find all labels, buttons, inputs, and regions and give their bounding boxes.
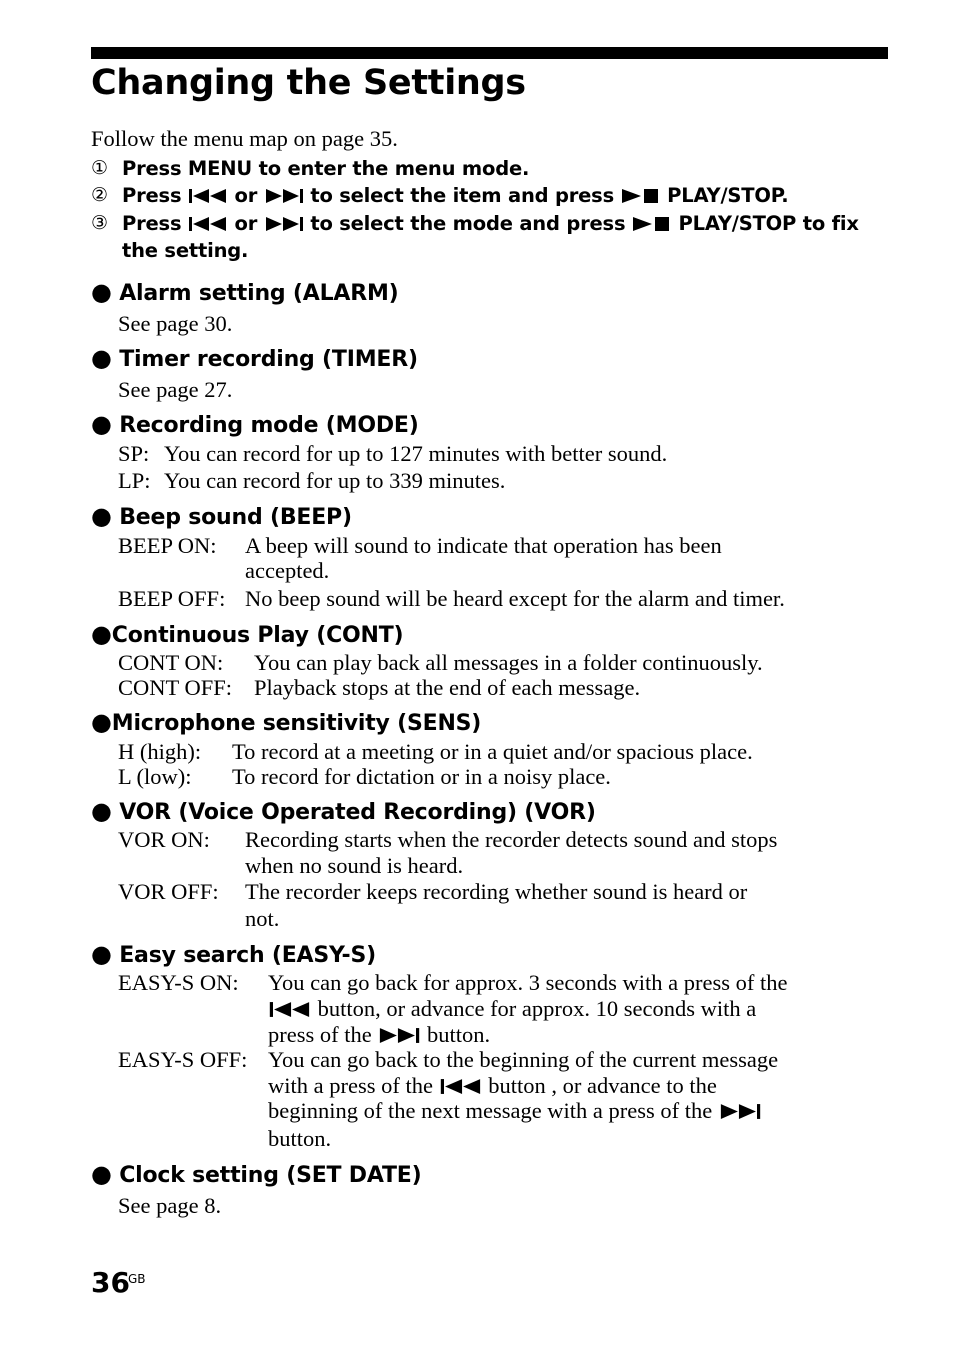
option-label: L (low): <box>118 764 192 789</box>
step-3-continued: the setting. <box>122 239 249 262</box>
option-text: To record at a meeting or in a quiet and/or spacious place. <box>232 739 753 764</box>
bullet-icon: ● <box>91 344 112 372</box>
option-label: EASY-S ON: <box>118 970 239 995</box>
section-heading-vor: ● VOR (Voice Operated Recording) (VOR) <box>91 797 596 825</box>
option-text: You can play back all messages in a folder continuously. <box>254 650 763 675</box>
option-text: You can go back for approx. 3 seconds with a press of the <box>268 970 788 995</box>
option-text: when no sound is heard. <box>245 853 464 878</box>
intro-text: Follow the menu map on page 35. <box>91 126 398 151</box>
bullet-icon: ● <box>91 502 112 530</box>
option-text: No beep sound will be heard except for the alarm and timer. <box>245 586 785 611</box>
next-track-icon <box>264 216 304 232</box>
option-text: button, or advance for approx. 10 seconds with a <box>268 996 756 1022</box>
section-heading-alarm: ● Alarm setting (ALARM) <box>91 278 399 306</box>
prev-track-icon <box>188 216 228 232</box>
play-stop-icon <box>621 188 661 204</box>
prev-track-icon <box>268 1001 312 1018</box>
section-heading-sens: ●Microphone sensitivity (SENS) <box>91 708 482 736</box>
section-heading-easy: ● Easy search (EASY-S) <box>91 940 376 968</box>
option-text: accepted. <box>245 558 330 583</box>
option-label: SP: <box>118 441 150 466</box>
option-label: CONT OFF: <box>118 675 232 700</box>
section-heading-beep: ● Beep sound (BEEP) <box>91 502 352 530</box>
bullet-icon: ● <box>91 1160 112 1188</box>
section-heading-timer: ● Timer recording (TIMER) <box>91 344 418 372</box>
option-text: You can record for up to 127 minutes with better sound. <box>164 441 668 466</box>
prev-track-icon <box>188 188 228 204</box>
option-text: You can go back to the beginning of the current message <box>268 1047 779 1072</box>
next-track-icon <box>377 1027 421 1044</box>
page-number-suffix: GB <box>128 1272 146 1286</box>
option-label: CONT ON: <box>118 650 224 675</box>
option-label: BEEP OFF: <box>118 586 226 611</box>
option-text: Recording starts when the recorder detects sound and stops <box>245 827 778 852</box>
option-text: with a press of the button , or advance to the <box>268 1073 717 1098</box>
option-text: You can record for up to 339 minutes. <box>164 468 506 493</box>
section-text-clock: See page 8. <box>118 1193 222 1218</box>
next-track-icon <box>718 1103 762 1120</box>
prev-track-icon <box>439 1078 483 1095</box>
option-text: The recorder keeps recording whether sound is heard or <box>245 879 748 904</box>
section-text-alarm: See page 30. <box>118 311 233 336</box>
bullet-icon: ● <box>91 278 112 306</box>
option-text: To record for dictation or in a noisy place. <box>232 764 611 789</box>
option-label: EASY-S OFF: <box>118 1047 248 1072</box>
option-text: Playback stops at the end of each message. <box>254 675 641 700</box>
step-number: ① <box>91 157 108 179</box>
section-heading-clock: ● Clock setting (SET DATE) <box>91 1160 422 1188</box>
bullet-icon: ● <box>91 410 112 438</box>
option-label: LP: <box>118 468 151 493</box>
step-number: ② <box>91 184 108 206</box>
option-text: A beep will sound to indicate that operation has been <box>245 533 722 558</box>
next-track-icon <box>264 188 304 204</box>
section-heading-cont: ●Continuous Play (CONT) <box>91 620 404 648</box>
section-text-timer: See page 27. <box>118 377 233 402</box>
page-title: Changing the Settings <box>91 63 526 103</box>
option-label: H (high): <box>118 739 202 764</box>
play-stop-icon <box>632 216 672 232</box>
bullet-icon: ● <box>91 797 112 825</box>
bullet-icon: ● <box>91 708 112 736</box>
option-label: BEEP ON: <box>118 533 217 558</box>
step-number: ③ <box>91 212 108 234</box>
option-text: press of the button. <box>268 1022 491 1047</box>
option-text: button. <box>268 1126 332 1151</box>
bullet-icon: ● <box>91 620 112 648</box>
option-label: VOR OFF: <box>118 879 219 904</box>
option-text: not. <box>245 906 280 931</box>
option-text: beginning of the next message with a press of the <box>268 1098 762 1124</box>
page-number: 36 <box>91 1266 130 1299</box>
option-label: VOR ON: <box>118 827 210 852</box>
step-text: Press MENU to enter the menu mode. <box>122 157 530 180</box>
section-heading-mode: ● Recording mode (MODE) <box>91 410 419 438</box>
bullet-icon: ● <box>91 940 112 968</box>
